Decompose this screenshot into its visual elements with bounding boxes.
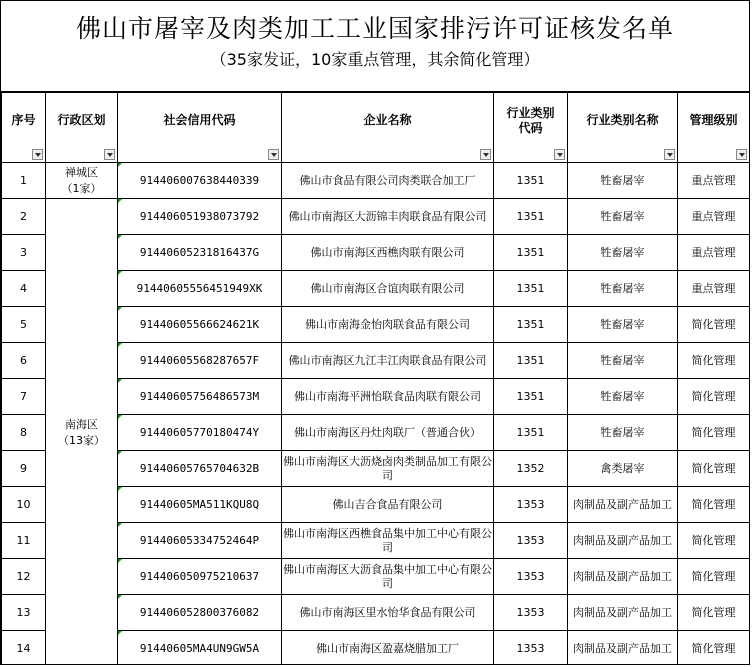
cell-credit-code[interactable]: 914406051938073792 xyxy=(118,199,282,235)
cell-industry-code[interactable]: 1353 xyxy=(494,559,568,595)
cell-industry-name[interactable]: 肉制品及副产品加工 xyxy=(568,523,678,559)
district-name: 禅城区 xyxy=(65,165,98,179)
cell-management[interactable]: 简化管理 xyxy=(678,631,750,666)
document-title: 佛山市屠宰及肉类加工工业国家排污许可证核发名单 xyxy=(75,14,674,43)
district-name: 南海区 xyxy=(65,417,98,431)
cell-management[interactable]: 重点管理 xyxy=(678,271,750,307)
cell-industry-code[interactable]: 1352 xyxy=(494,451,568,487)
filter-dropdown-icon[interactable] xyxy=(554,149,565,160)
header-seq-label: 序号 xyxy=(11,113,36,127)
header-industry-name-label: 行业类别名称 xyxy=(586,113,659,127)
filter-dropdown-icon[interactable] xyxy=(268,149,279,160)
table-row xyxy=(2,163,750,199)
cell-seq[interactable]: 3 xyxy=(2,235,46,271)
cell-management[interactable]: 重点管理 xyxy=(678,163,750,199)
cell-management[interactable]: 简化管理 xyxy=(678,487,750,523)
cell-seq[interactable]: 10 xyxy=(2,487,46,523)
filter-dropdown-icon[interactable] xyxy=(104,149,115,160)
cell-seq[interactable]: 11 xyxy=(2,523,46,559)
cell-seq[interactable]: 14 xyxy=(2,631,46,666)
cell-industry-name[interactable]: 肉制品及副产品加工 xyxy=(568,595,678,631)
cell-credit-code[interactable]: 91440605566624621K xyxy=(118,307,282,343)
cell-company[interactable]: 佛山市南海区大沥食品集中加工中心有限公司 xyxy=(282,559,494,595)
header-credit-code-label: 社会信用代码 xyxy=(163,113,236,127)
cell-company[interactable]: 佛山市南海区盈嘉烧腊加工厂 xyxy=(282,631,494,666)
cell-management[interactable]: 简化管理 xyxy=(678,343,750,379)
district-count: （1家） xyxy=(61,181,102,195)
cell-industry-name[interactable]: 牲畜屠宰 xyxy=(568,307,678,343)
cell-company[interactable]: 佛山吉合食品有限公司 xyxy=(282,487,494,523)
cell-industry-code[interactable]: 1351 xyxy=(494,415,568,451)
header-industry-code-line1: 行业类别 xyxy=(506,105,555,120)
cell-company[interactable]: 佛山市南海区西樵肉联有限公司 xyxy=(282,235,494,271)
cell-company[interactable]: 佛山市南海区合谊肉联有限公司 xyxy=(282,271,494,307)
header-industry-code xyxy=(494,93,568,163)
cell-management[interactable]: 简化管理 xyxy=(678,559,750,595)
cell-credit-code[interactable]: 91440605765704632B xyxy=(118,451,282,487)
cell-company[interactable]: 佛山市南海金怡肉联食品有限公司 xyxy=(282,307,494,343)
cell-industry-name[interactable]: 牲畜屠宰 xyxy=(568,379,678,415)
cell-seq[interactable]: 12 xyxy=(2,559,46,595)
cell-industry-name[interactable]: 禽类屠宰 xyxy=(568,451,678,487)
cell-management[interactable]: 简化管理 xyxy=(678,523,750,559)
cell-credit-code[interactable]: 91440605556451949XK xyxy=(118,271,282,307)
cell-seq[interactable]: 1 xyxy=(2,163,46,199)
cell-credit-code[interactable]: 91440605MA4UN9GW5A xyxy=(118,631,282,666)
header-industry-name xyxy=(568,93,678,163)
cell-industry-name[interactable]: 牲畜屠宰 xyxy=(568,163,678,199)
cell-seq[interactable]: 8 xyxy=(2,415,46,451)
header-seq xyxy=(2,93,46,163)
cell-industry-code[interactable]: 1353 xyxy=(494,523,568,559)
cell-industry-code[interactable]: 1351 xyxy=(494,379,568,415)
filter-dropdown-icon[interactable] xyxy=(480,149,491,160)
cell-credit-code[interactable]: 914406007638440339 xyxy=(118,163,282,199)
cell-industry-name[interactable]: 牲畜屠宰 xyxy=(568,235,678,271)
cell-industry-name[interactable]: 牲畜屠宰 xyxy=(568,343,678,379)
cell-credit-code[interactable]: 91440605MA511KQU8Q xyxy=(118,487,282,523)
cell-district-chancheng[interactable] xyxy=(46,163,118,199)
table-row xyxy=(2,199,750,235)
cell-management[interactable]: 重点管理 xyxy=(678,235,750,271)
cell-industry-code[interactable]: 1351 xyxy=(494,235,568,271)
cell-seq[interactable]: 13 xyxy=(2,595,46,631)
cell-industry-code[interactable]: 1353 xyxy=(494,487,568,523)
header-district xyxy=(46,93,118,163)
cell-industry-code[interactable]: 1351 xyxy=(494,271,568,307)
title-block xyxy=(1,1,749,92)
cell-industry-name[interactable]: 牲畜屠宰 xyxy=(568,415,678,451)
cell-industry-code[interactable]: 1353 xyxy=(494,631,568,666)
cell-management[interactable]: 简化管理 xyxy=(678,307,750,343)
cell-company[interactable]: 佛山市食品有限公司肉类联合加工厂 xyxy=(282,163,494,199)
cell-management[interactable]: 简化管理 xyxy=(678,595,750,631)
header-management-label: 管理级别 xyxy=(689,113,738,127)
header-industry-code-label xyxy=(494,106,567,136)
cell-seq[interactable]: 2 xyxy=(2,199,46,235)
cell-credit-code[interactable]: 91440605231816437G xyxy=(118,235,282,271)
cell-industry-name[interactable]: 肉制品及副产品加工 xyxy=(568,487,678,523)
cell-credit-code[interactable]: 91440605334752464P xyxy=(118,523,282,559)
cell-credit-code[interactable]: 914406052800376082 xyxy=(118,595,282,631)
cell-management[interactable]: 重点管理 xyxy=(678,199,750,235)
permit-table xyxy=(1,92,750,665)
cell-industry-code[interactable]: 1351 xyxy=(494,163,568,199)
cell-credit-code[interactable]: 914406050975210637 xyxy=(118,559,282,595)
cell-management[interactable]: 简化管理 xyxy=(678,379,750,415)
cell-seq[interactable]: 7 xyxy=(2,379,46,415)
cell-credit-code[interactable]: 91440605756486573M xyxy=(118,379,282,415)
cell-industry-name[interactable]: 牲畜屠宰 xyxy=(568,199,678,235)
header-management xyxy=(678,93,750,163)
cell-industry-code[interactable]: 1351 xyxy=(494,199,568,235)
document-subtitle: （35家发证，10家重点管理，其余简化管理） xyxy=(210,50,540,69)
cell-seq[interactable]: 6 xyxy=(2,343,46,379)
cell-seq[interactable]: 9 xyxy=(2,451,46,487)
cell-management[interactable]: 简化管理 xyxy=(678,415,750,451)
cell-industry-code[interactable]: 1351 xyxy=(494,307,568,343)
cell-company[interactable]: 佛山市南海区大沥烧卤肉类制品加工有限公司 xyxy=(282,451,494,487)
cell-company[interactable]: 佛山市南海区九江丰江肉联食品有限公司 xyxy=(282,343,494,379)
table-body xyxy=(2,163,750,666)
cell-seq[interactable]: 4 xyxy=(2,271,46,307)
cell-district-nanhai[interactable] xyxy=(46,199,118,666)
cell-industry-name[interactable]: 牲畜屠宰 xyxy=(568,271,678,307)
header-company-label: 企业名称 xyxy=(363,113,412,127)
cell-company[interactable]: 佛山市南海区里水怡华食品有限公司 xyxy=(282,595,494,631)
cell-credit-code[interactable]: 91440605568287657F xyxy=(118,343,282,379)
cell-industry-code[interactable]: 1353 xyxy=(494,595,568,631)
filter-dropdown-icon[interactable] xyxy=(664,149,675,160)
header-row xyxy=(2,93,750,163)
cell-company[interactable]: 佛山市南海平洲怡联食品肉联有限公司 xyxy=(282,379,494,415)
cell-seq[interactable]: 5 xyxy=(2,307,46,343)
cell-industry-name[interactable]: 肉制品及副产品加工 xyxy=(568,631,678,666)
filter-dropdown-icon[interactable] xyxy=(736,149,747,160)
header-company xyxy=(282,93,494,163)
district-count: （13家） xyxy=(58,433,105,447)
cell-management[interactable]: 简化管理 xyxy=(678,451,750,487)
cell-credit-code[interactable]: 91440605770180474Y xyxy=(118,415,282,451)
header-industry-code-line2: 代码 xyxy=(518,120,543,135)
cell-company[interactable]: 佛山市南海区丹灶肉联厂（普通合伙） xyxy=(282,415,494,451)
cell-industry-name[interactable]: 肉制品及副产品加工 xyxy=(568,559,678,595)
header-credit-code xyxy=(118,93,282,163)
cell-company[interactable]: 佛山市南海区西樵食品集中加工中心有限公司 xyxy=(282,523,494,559)
filter-dropdown-icon[interactable] xyxy=(32,149,43,160)
cell-company[interactable]: 佛山市南海区大沥锦丰肉联食品有限公司 xyxy=(282,199,494,235)
cell-industry-code[interactable]: 1351 xyxy=(494,343,568,379)
header-district-label: 行政区划 xyxy=(57,113,106,127)
